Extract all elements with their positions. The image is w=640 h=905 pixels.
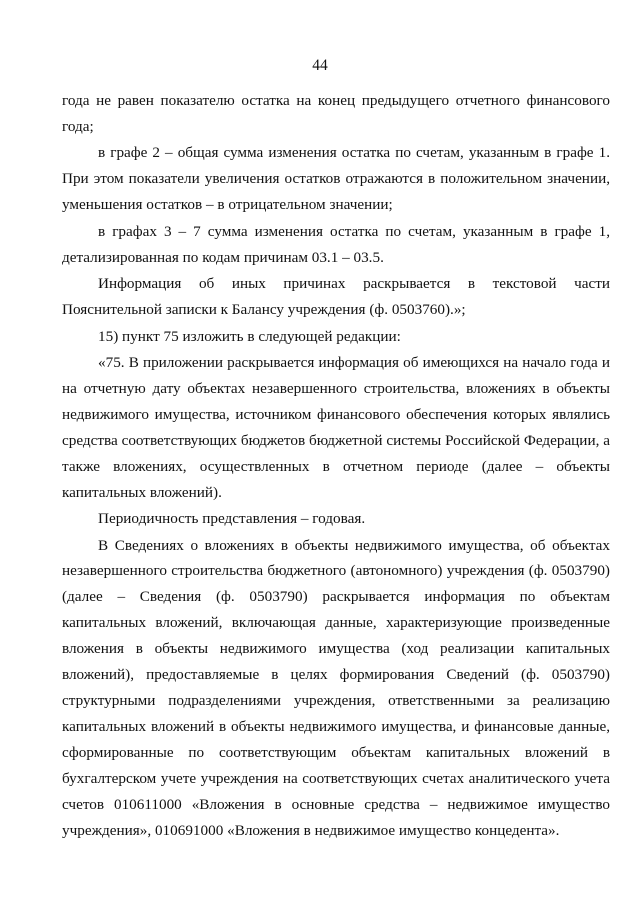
paragraph-2: в графе 2 – общая сумма изменения остатка по счетам, указанным в графе 1. При этом показатели увеличения остатков отражаются в положительном значении, уменьшения остатков – в отрицательном значении; <box>62 144 610 214</box>
paragraph-8: В Сведениях о вложениях в объекты недвижимого имущества, об объектах незавершенного строительства бюджетного (автономного) учреждения (ф. 0503790) (далее – Сведения (ф. 0503790) раскрывается информация по объектам капитальных вложений, включающая данные, характеризующие произведенные вложения в объекты недвижимого имущества (ход реализации капитальных вложений), предоставляемые в целях формирования Сведений (ф. 0503790) структурными подразделениями учреждения, ответственными за реализацию капитальных вложений в объекты недвижимого имущества, и финансовые данные, сформированные по соответствующим объектам капитальных вложений в бухгалтерском учете учреждения на соответствующих счетах аналитического учета счетов 010611000 «Вложения в основные средства – недвижимое имущество учреждения», 010691000 «Вложения в недвижимое имущество концедента». <box>62 536 610 839</box>
paragraph-1: года не равен показателю остатка на конец предыдущего отчетного финансового года; <box>62 92 610 135</box>
page-number: 44 <box>312 57 328 74</box>
paragraph-4: Информация об иных причинах раскрывается в текстовой части Пояснительной записки к Балансу учреждения (ф. 0503760).»; <box>62 275 610 319</box>
paragraph-6: «75. В приложении раскрывается информация об имеющихся на начало года и на отчетную дату объектах незавершенного строительства, вложениях в объекты недвижимого имущества, источником финансового обеспечения которых являлись средства соответствующих бюджетов бюджетной системы Российской Федерации, а также вложениях, осуществленных в отчетном периоде (далее – объекты капитальных вложений). <box>62 354 610 501</box>
paragraph-7: Периодичность представления – годовая. <box>98 510 366 528</box>
document-body <box>62 88 610 843</box>
paragraph-5: 15) пункт 75 изложить в следующей редакции: <box>98 327 401 345</box>
paragraph-3: в графах 3 – 7 сумма изменения остатка по счетам, указанным в графе 1, детализированная по кодам причинам 03.1 – 03.5. <box>62 222 610 266</box>
